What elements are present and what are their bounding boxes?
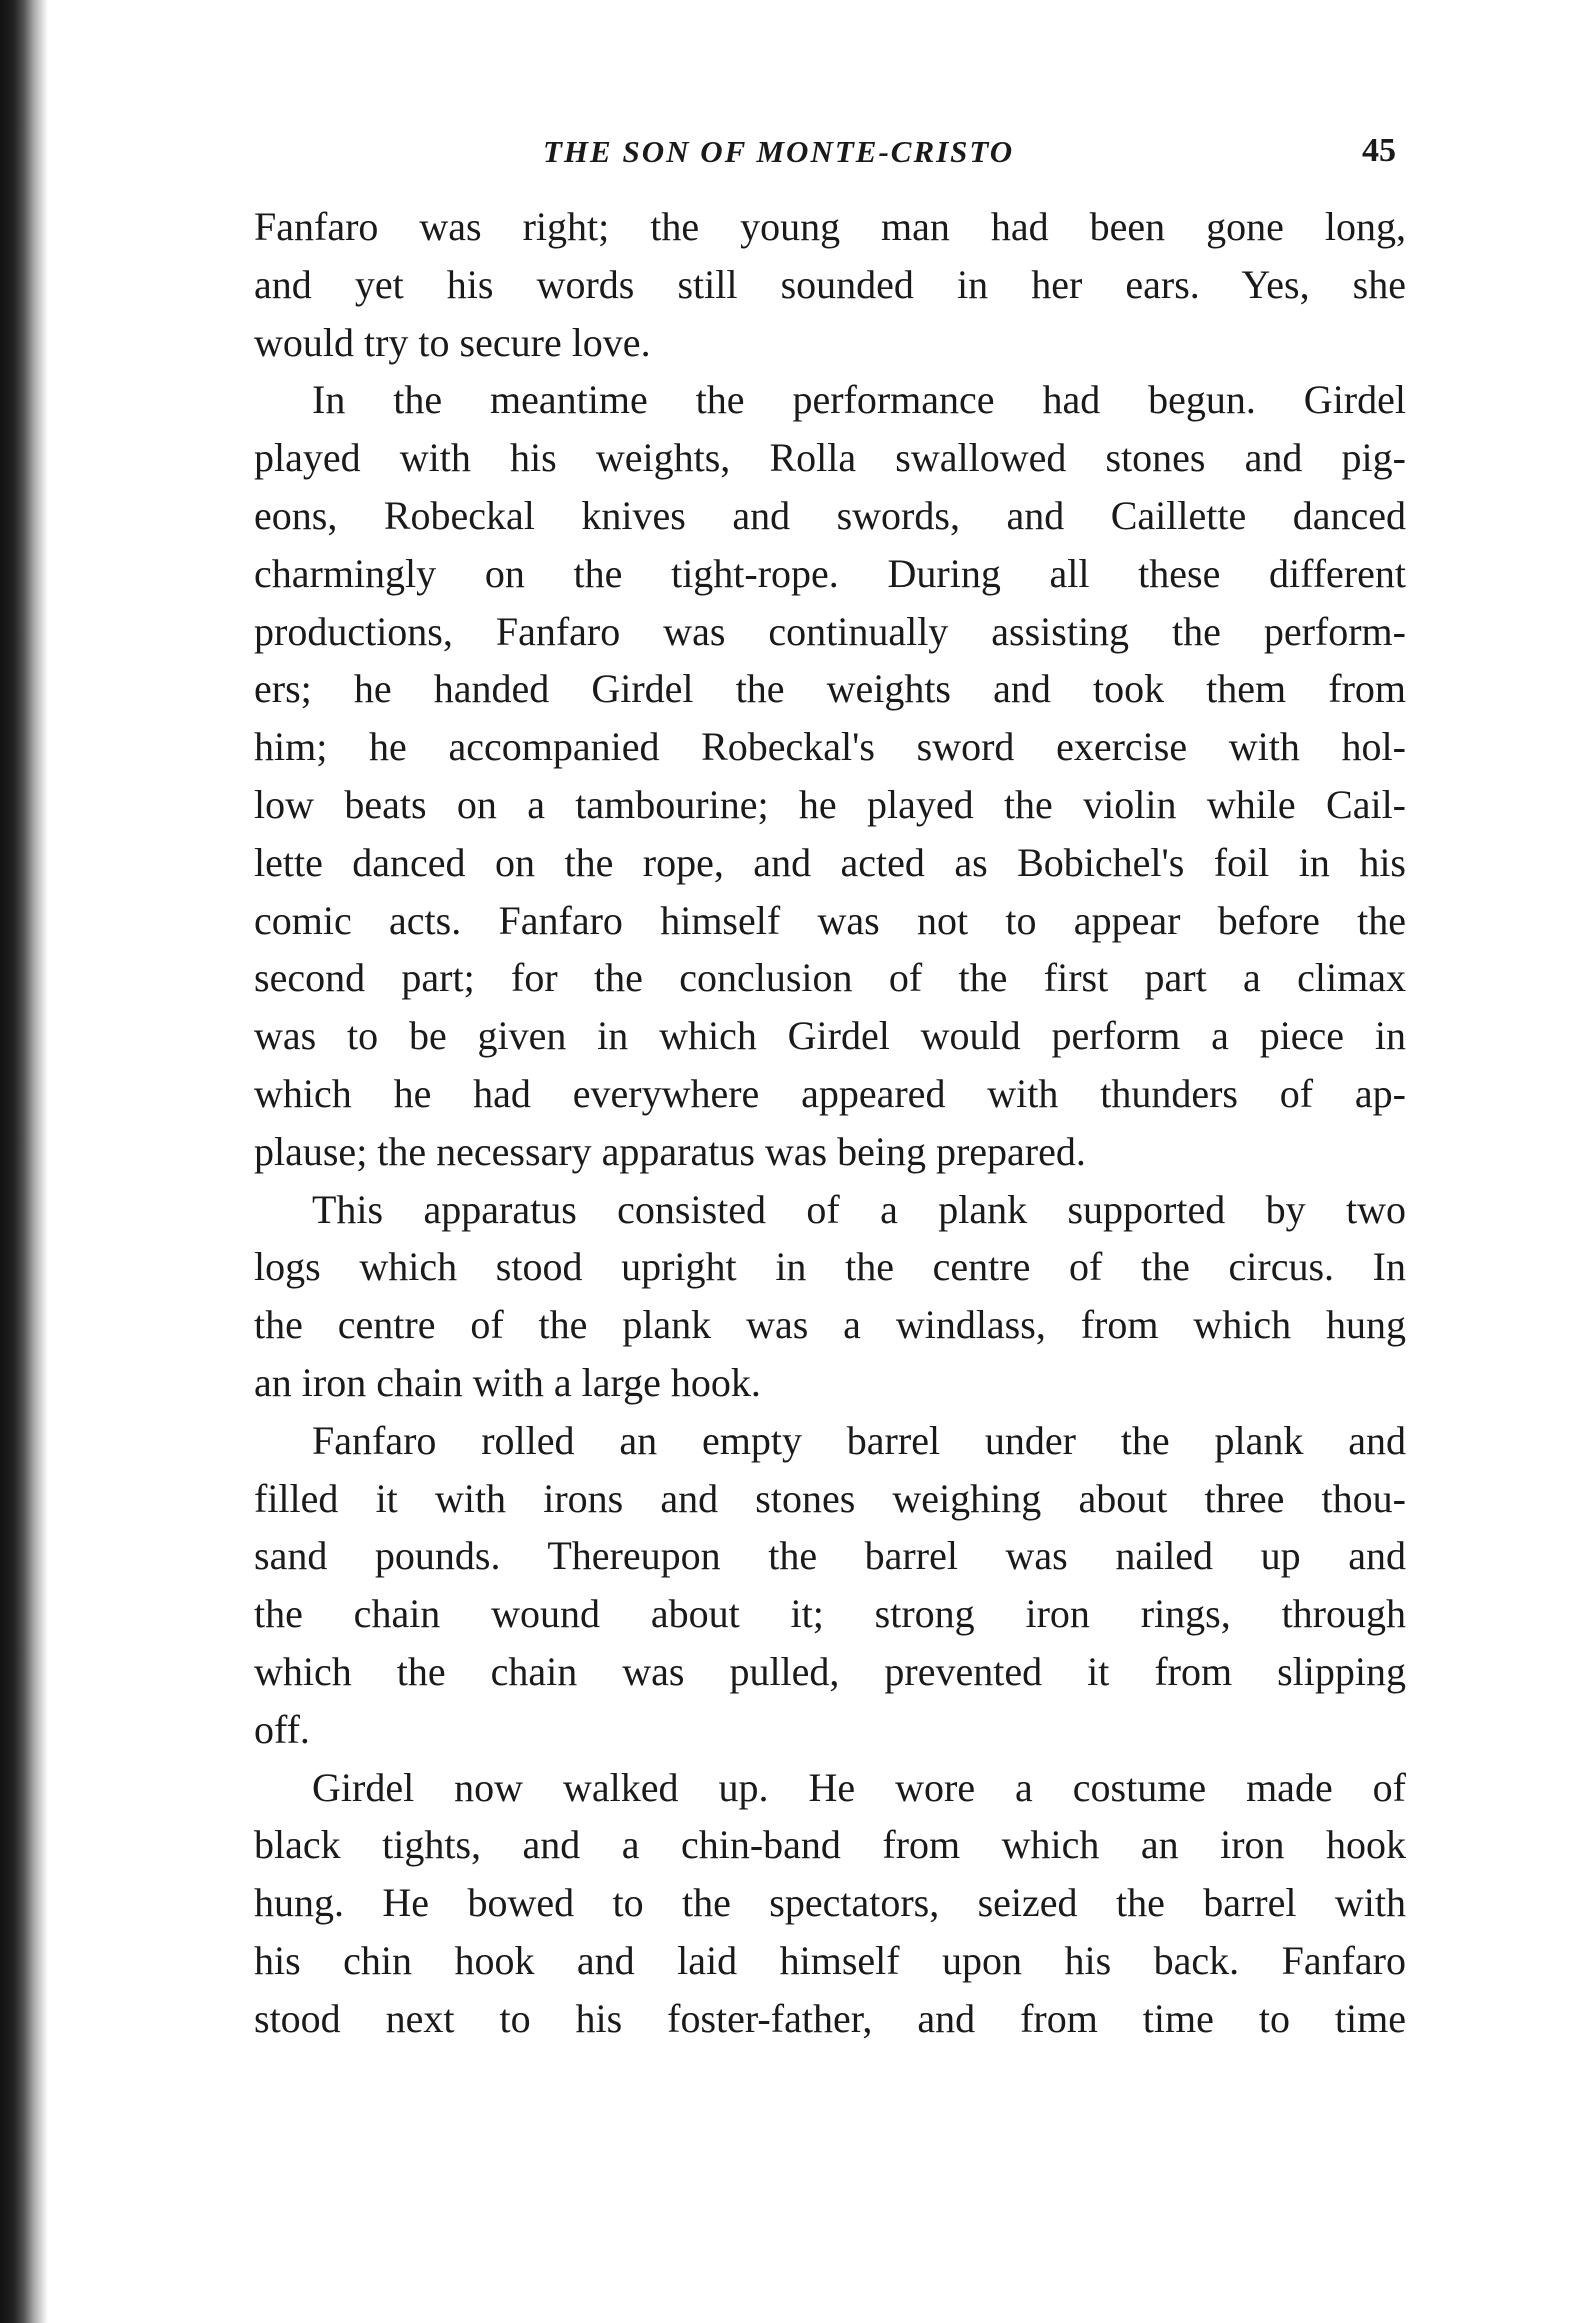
text-line: logs which stood upright in the centre of the circus. In [254, 1244, 1406, 1290]
text-line: charmingly on the tight-rope. During all these different [254, 550, 1406, 596]
text-line: low beats on a tambourine; he played the violin while Cail- [254, 781, 1406, 827]
body-text [254, 198, 1406, 2048]
text-line: would try to secure love. [254, 319, 651, 365]
text-line: an iron chain with a large hook. [254, 1359, 761, 1405]
text-line: eons, Robeckal knives and swords, and Caillette danced [254, 492, 1406, 538]
paragraph [254, 1181, 1406, 1412]
text-line: was to be given in which Girdel would perform a piece in [254, 1013, 1406, 1059]
text-line: stood next to his foster-father, and from time to time [254, 1995, 1406, 2041]
text-line: him; he accompanied Robeckal's sword exercise with hol- [254, 724, 1406, 770]
text-line: Fanfaro was right; the young man had been gone long, [254, 204, 1406, 249]
text-line: the centre of the plank was a windlass, from which hung [254, 1302, 1406, 1348]
text-line: which he had everywhere appeared with thunders of ap- [254, 1070, 1406, 1116]
text-line: black tights, and a chin-band from which an iron hook [254, 1822, 1406, 1868]
text-line: plause; the necessary apparatus was being prepared. [254, 1128, 1086, 1174]
text-line: In the meantime the performance had begun. Girdel [312, 377, 1406, 423]
text-line: productions, Fanfaro was continually assisting the perform- [254, 608, 1406, 654]
text-line: second part; for the conclusion of the first part a climax [254, 955, 1406, 1001]
paragraph [254, 1412, 1406, 1759]
paragraph [254, 198, 1406, 371]
text-line: Fanfaro rolled an empty barrel under the plank and [312, 1417, 1406, 1463]
text-line: Girdel now walked up. He wore a costume made of [312, 1764, 1406, 1810]
book-binding-edge [0, 0, 48, 2323]
text-line: his chin hook and laid himself upon his back. Fanfaro [254, 1937, 1406, 1983]
text-line: sand pounds. Thereupon the barrel was nailed up and [254, 1533, 1406, 1579]
text-line: This apparatus consisted of a plank supported by two [312, 1186, 1406, 1232]
text-line: off. [254, 1706, 310, 1752]
text-line: hung. He bowed to the spectators, seized the barrel with [254, 1880, 1406, 1926]
text-line: which the chain was pulled, prevented it from slipping [254, 1648, 1406, 1694]
text-line: filled it with irons and stones weighing about three thou- [254, 1475, 1406, 1521]
text-line: and yet his words still sounded in her ears. Yes, she [254, 261, 1406, 307]
paragraph [254, 371, 1406, 1180]
text-line: comic acts. Fanfaro himself was not to appear before the [254, 897, 1406, 943]
text-line: lette danced on the rope, and acted as Bobichel's foil in his [254, 839, 1406, 885]
paragraph [254, 1759, 1406, 2048]
text-line: the chain wound about it; strong iron rings, through [254, 1591, 1406, 1637]
running-head-title: THE SON OF MONTE-CRISTO [543, 134, 1015, 169]
page-number: 45 [1362, 132, 1396, 169]
text-line: played with his weights, Rolla swallowed stones and pig- [254, 435, 1406, 481]
text-line: ers; he handed Girdel the weights and took them from [254, 666, 1406, 712]
